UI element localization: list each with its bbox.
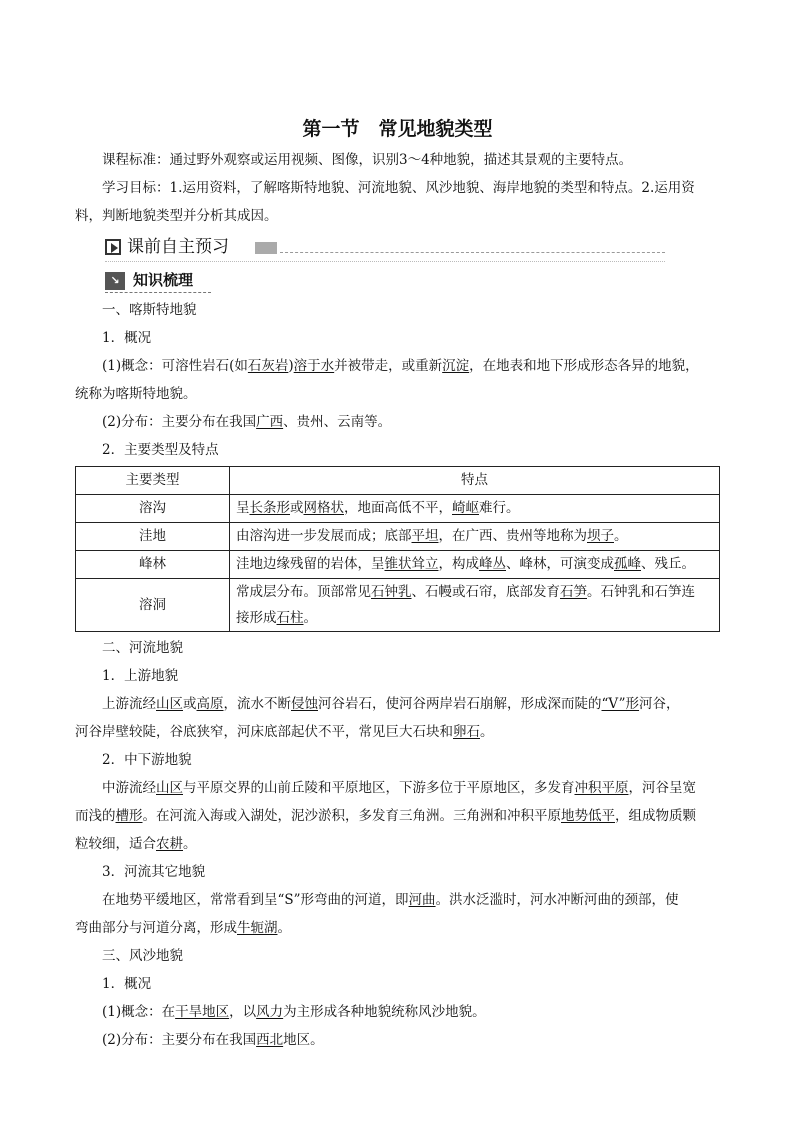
meander-text: 在地势平缓地区，常常看到呈“S”形弯曲的河道，即河曲。洪水泛滥时，河水冲断河曲的颈部，使 — [102, 892, 679, 908]
learning-objective-line2: 料，判断地貌类型并分析其成因。 — [75, 208, 278, 224]
upstream-text-cont: 河谷岸壁较陡，谷底狭窄，河床底部起伏不平，常见巨大石块和卵石。 — [75, 724, 494, 740]
banner-underline — [105, 261, 665, 262]
midstream-text-cont: 而浅的槽形。在河流入海或入湖处，泥沙淤积，多发育三角洲。三角洲和冲积平原地势低平，组成物质颗 — [75, 808, 696, 824]
table-header-cell: 特点 — [230, 467, 720, 495]
karst-heading: 一、喀斯特地貌 — [102, 302, 197, 318]
karst-distribution: (2)分布：主要分布在我国广西、贵州、云南等。 — [102, 414, 392, 430]
page-title: 第一节 常见地貌类型 — [302, 118, 493, 140]
sub-banner-label: 知识梳理 — [133, 271, 194, 289]
other-river-heading: 3．河流其它地貌 — [102, 864, 206, 880]
karst-overview-heading: 1．概况 — [102, 330, 152, 346]
table-row — [76, 495, 720, 523]
banner-dashed-line — [280, 252, 665, 253]
table-header-cell: 主要类型 — [76, 467, 230, 495]
upstream-heading: 1．上游地貌 — [102, 668, 179, 684]
table-cell-feature: 呈长条形或网格状，地面高低不平，崎岖难行。 — [230, 495, 720, 523]
table-row — [76, 579, 720, 632]
sub-banner — [75, 266, 720, 296]
midstream-text: 中游流经山区与平原交界的山前丘陵和平原地区，下游多位于平原地区，多发育冲积平原，河谷呈宽 — [102, 780, 696, 796]
aeolian-overview-heading: 1．概况 — [102, 976, 152, 992]
course-standard: 课程标准：通过野外观察或运用视频、图像，识别3～4种地貌，描述其景观的主要特点。 — [102, 152, 633, 168]
table-header-row — [76, 467, 720, 495]
arrow-badge-icon: ↘ — [105, 272, 125, 290]
banner-grey-block — [255, 242, 277, 254]
midstream-text-cont2: 粒较细，适合农耕。 — [75, 836, 197, 852]
karst-types-table — [75, 466, 720, 632]
table-cell-type: 溶沟 — [76, 495, 230, 523]
aeolian-heading: 三、风沙地貌 — [102, 948, 183, 964]
table-cell-type: 洼地 — [76, 523, 230, 551]
aeolian-distribution: (2)分布：主要分布在我国西北地区。 — [102, 1032, 324, 1048]
table-cell-type: 溶洞 — [76, 579, 230, 632]
table-cell-feature: 由溶沟进一步发展而成；底部平坦，在广西、贵州等地称为坝子。 — [230, 523, 720, 551]
page-content — [75, 112, 720, 1054]
table-cell-feature: 洼地边缘残留的岩体，呈锥状耸立，构成峰丛、峰林，可演变成孤峰、残丘。 — [230, 551, 720, 579]
sub-banner-underline — [105, 292, 211, 293]
table-cell-type: 峰林 — [76, 551, 230, 579]
learning-objective-line1: 学习目标：1.运用资料，了解喀斯特地貌、河流地貌、风沙地貌、海岸地貌的类型和特点。2.运用资 — [102, 180, 695, 196]
meander-text-cont: 弯曲部分与河道分离，形成牛轭湖。 — [75, 920, 291, 936]
midstream-heading: 2．中下游地貌 — [102, 752, 192, 768]
table-row — [76, 523, 720, 551]
karst-concept: (1)概念：可溶性岩石(如石灰岩)溶于水并被带走，或重新沉淀，在地表和地下形成形态各异的地貌， — [102, 358, 699, 374]
upstream-text: 上游流经山区或高原，流水不断侵蚀河谷岩石，使河谷两岸岩石崩解，形成深而陡的“V”形河谷， — [102, 696, 680, 712]
river-heading: 二、河流地貌 — [102, 640, 183, 656]
karst-concept-cont: 统称为喀斯特地貌。 — [75, 386, 197, 402]
table-row — [76, 551, 720, 579]
table-cell-feature: 常成层分布。顶部常见石钟乳、石幔或石帘，底部发育石笋。石钟乳和石笋连 接形成石柱。 — [230, 579, 720, 632]
karst-types-heading: 2．主要类型及特点 — [102, 442, 219, 458]
play-box-icon — [105, 239, 121, 255]
aeolian-concept: (1)概念：在干旱地区，以风力为主形成各种地貌统称风沙地貌。 — [102, 1004, 486, 1020]
section-banner — [75, 234, 720, 264]
section-banner-label: 课前自主预习 — [127, 237, 229, 257]
